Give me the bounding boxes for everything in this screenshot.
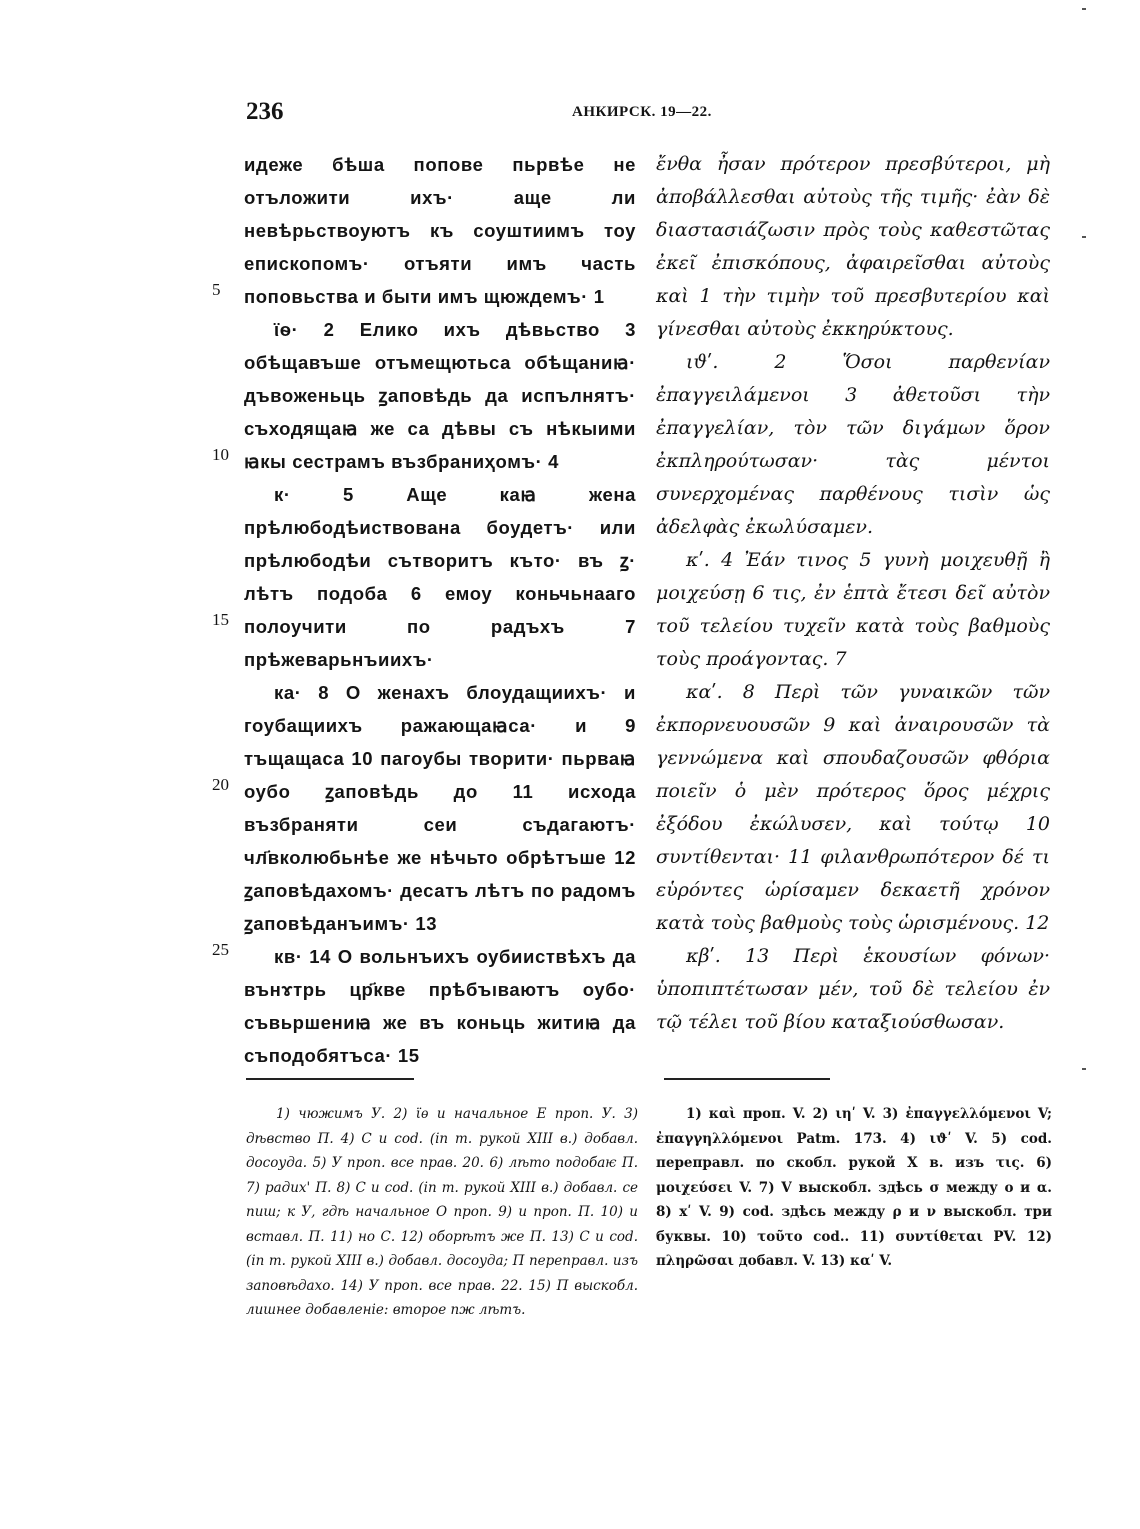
greek-paragraph: ἔνθα ἦσαν πρότερον πρεσβύτεροι, μὴ ἀποβάλλεσθαι αὐτοὺς τῆς τιμῆς· ἐὰν δὲ διαστασιάζωσιν πρὸς τοὺς καθεστῶτας ἐκεῖ ἐπισκόπους, ἀφαιρεῖσθαι αὐτοὺς καὶ 1 τὴν τιμὴν τοῦ πρεσβυτερίου καὶ γίνεσθαι αὐτοὺς ἐκκηρύκτους.: [656, 153, 1050, 340]
line-number: 5: [212, 280, 221, 299]
greek-paragraph: καʹ. 8 Περὶ τῶν γυναικῶν τῶν ἐκπορνευουσῶν 9 καὶ ἀναιρουσῶν τὰ γεννώμενα καὶ σπουδαζουσῶν φθόρια ποιεῖν ὁ μὲν πρότερος ὅρος μέχρις ἐξόδου ἐκώλυσεν, καὶ τούτῳ 10 συντίθενται· 11 φιλανθρωπότερον δέ τι εὑρόντες ὡρίσαμεν δεκαετῆ χρόνον κατὰ τοὺς βαθμοὺς τοὺς ὡρισμένους. 12: [656, 681, 1050, 934]
footnote-text: 1) чюжимъ У. 2) ϊѳ и начальное Е проп. У. 3) дѣвство П. 4) С и cod. (in m. рукой XIII в.) добавл. досоуда. 5) У проп. все прав. 20. 6) лѣто подобаѥ П. 7) радих' П. 8) С и cod. (in m. рукой XIII в.) добавл. се пиш; к У, гдѣ начальное О проп. 9) и проп. П. 10) и вставл. П. 11) но С. 12) оборѣтъ же П. 13) С и cod. (in m. рукой XIII в.) добавл. досоуда; П переправл. изъ заповѣдахо. 14) У проп. все прав. 22. 15) П выскобл. лишнее добавленiе: второе пж лѣтъ.: [246, 1106, 638, 1318]
line-number: 10: [212, 445, 229, 464]
slavonic-column: [244, 148, 636, 1072]
footnote-rule-left: [246, 1078, 414, 1080]
footnote-rule-right: [664, 1078, 830, 1080]
footnotes-left: [246, 1102, 638, 1323]
slavonic-paragraph: ка· 8 О женахъ блоудащиихъ· и гоубащиихъ ражающаꙗса· и 9 тъщащаса 10 пагоубы творити· пьрваꙗ оубо ꙁаповѣдь до 11 исхода възбраняти сеи съдагаютъ· чл҃вколюбьнѣе же нѣчьто обрѣтъше 12 ꙁаповѣдахомъ· десатъ лѣтъ по радомъ ꙁаповѣданъимъ· 13: [244, 682, 636, 934]
scan-edge-mark: [1082, 236, 1086, 238]
footnotes-right: [656, 1102, 1052, 1274]
footnote-text: 1) καὶ проп. V. 2) ιηʹ V. 3) ἐπαγγελλόμενοι V; ἐπαγγηλλόμενοι Patm. 173. 4) ιϑʹ V. 5) cod. переправл. по скобл. рукой X в. изъ τις. 6) μοιχεύσει V. 7) V выскобл. здѣсь σ между ο и α. 8) xʹ V. 9) cod. здѣсь между ρ и ν выскобл. три буквы. 10) τοῦτο cod.. 11) συντίθεται PV. 12) πληρῶσαι добавл. V. 13) καʹ V.: [656, 1106, 1052, 1269]
line-number: 25: [212, 940, 229, 959]
slavonic-paragraph: к· 5 Аще каꙗ жена прѣлюбодѣиствована боудетъ· или прѣлюбодѣи сътворитъ къто· въ ꙁ· лѣтъ подоба 6 емоу коньчьнааго полоучити по радъхъ 7 прѣжеварьнъиихъ·: [244, 484, 636, 670]
greek-column: [656, 148, 1050, 1039]
greek-paragraph: κβʹ. 13 Περὶ ἑκουσίων φόνων· ὑποπιπτέτωσαν μέν, τοῦ δὲ τελείου ἐν τῷ τέλει τοῦ βίου καταξιούσθωσαν.: [656, 945, 1050, 1033]
greek-paragraph: ιϑʹ. 2 Ὅσοι παρθενίαν ἐπαγγειλάμενοι 3 ἀθετοῦσι τὴν ἐπαγγελίαν, τὸν τῶν διγάμων ὅρον ἐκπληρούτωσαν· τὰς μέντοι συνερχομένας παρθένους τισὶν ὡς ἀδελφὰς ἐκωλύσαμεν.: [656, 351, 1050, 538]
line-number: 20: [212, 775, 229, 794]
running-title: АНКИРСК. 19—22.: [572, 104, 712, 120]
scan-edge-mark: [1082, 8, 1086, 10]
slavonic-paragraph: идеже бѣша попове пьрвѣе не отъложити ихъ· аще ли невѣрьствоуютъ къ соуштиимъ тоу епиcкопомъ· отъяти имъ часть поповьства и быти имъ щюждемъ· 1: [244, 154, 636, 307]
scan-edge-mark: [1082, 1068, 1086, 1070]
slavonic-paragraph: ϊѳ· 2 Елико ихъ дѣвьство 3 обѣщавъше отъмещютьса обѣщаниꙗ· дъвоженьць ꙁаповѣдь да испълнятъ· съходящаꙗ же са дѣвы съ нѣкыими ꙗкы сестрамъ възбраниҳомъ· 4: [244, 319, 636, 472]
slavonic-paragraph: кв· 14 О вольнъихъ оубииствѣхъ да вънɤтрь цр҃кве прѣбъıваютъ оубо· съвьршениꙗ же въ коньць житиꙗ да съподобятъса· 15: [244, 946, 636, 1066]
line-number: 15: [212, 610, 229, 629]
page-number: 236: [246, 98, 284, 125]
greek-paragraph: κʹ. 4 Ἐάν τινος 5 γυνὴ μοιχευθῇ ἢ μοιχεύσῃ 6 τις, ἐν ἑπτὰ ἔτεσι δεῖ αὐτὸν τοῦ τελείου τυχεῖν κατὰ τοὺς βαθμοὺς τοὺς προάγοντας. 7: [656, 549, 1050, 670]
